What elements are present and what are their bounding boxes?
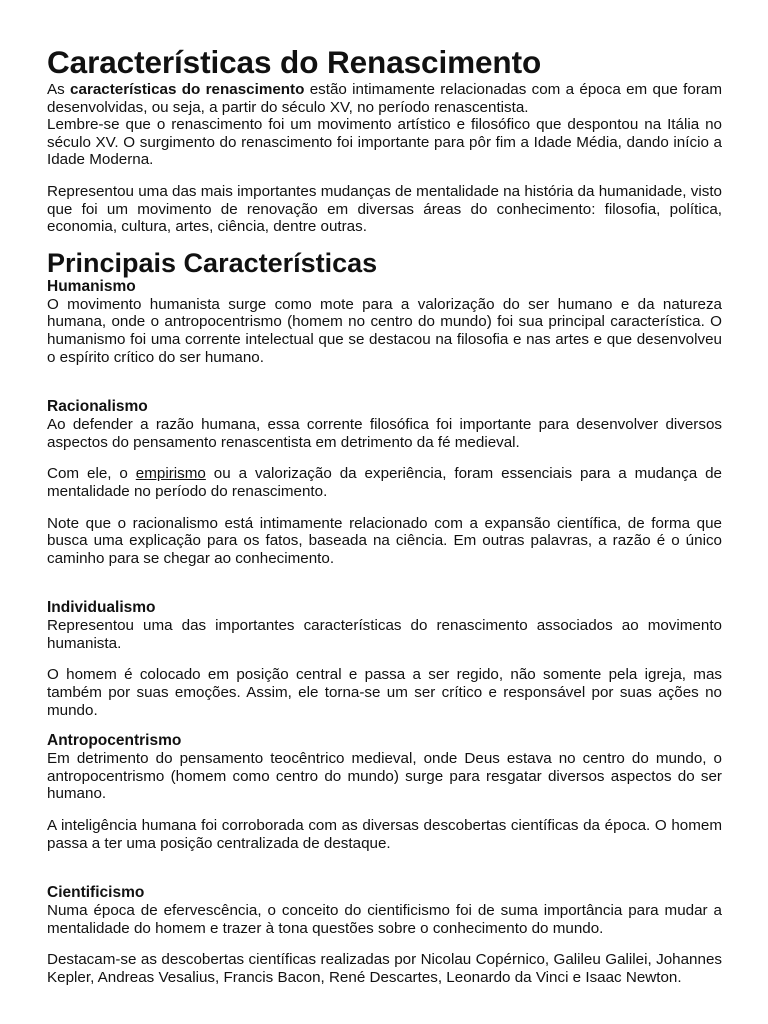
individualismo-paragraph-1: Representou uma das importantes características do renascimento associados ao movimento humanista. xyxy=(47,617,722,652)
section-heading-cientificismo: Cientificismo xyxy=(47,884,145,902)
racionalismo-p2-rest: ou a valorização da experiência, foram essenciais para a mudança de mentalidade no período do renascimento. xyxy=(47,465,722,500)
racionalismo-paragraph-3: Note que o racionalismo está intimamente relacionado com a expansão científica, de forma que busca uma explicação para os fatos, baseada na ciência. Em outras palavras, a razão é o único caminho para se chegar ao conhecimento. xyxy=(47,514,722,567)
intro-paragraph-2: Lembre-se que o renascimento foi um movimento artístico e filosófico que despontou na Itália no século XV. O surgimento do renascimento foi importante para pôr fim a Idade Média, dando início a Idade Moderna. xyxy=(47,116,722,169)
intro-prefix: As xyxy=(47,81,71,98)
document-page xyxy=(47,44,722,987)
page-title: Características do Renascimento xyxy=(47,44,542,80)
humanismo-paragraph-1: O movimento humanista surge como mote para a valorização do ser humano e da natureza humana, onde o antropocentrismo (homem no centro do mundo) foi sua principal característica. O humanismo foi uma corrente intelectual que se destacou na filosofia e nas artes e que desenvolveu o espírito crítico do ser humano. xyxy=(47,295,722,366)
section-heading-antropocentrismo: Antropocentrismo xyxy=(47,732,182,750)
section-heading-racionalismo: Racionalismo xyxy=(47,398,148,416)
cientificismo-paragraph-2: Destacam-se as descobertas científicas realizadas por Nicolau Copérnico, Galileu Galilei, Johannes Kepler, Andreas Vesalius, Francis Bacon, René Descartes, Leonardo da Vinci e Isaac Newton. xyxy=(47,951,722,986)
section-heading-individualismo: Individualismo xyxy=(47,599,156,617)
empirismo-link[interactable]: empirismo xyxy=(135,465,206,483)
main-heading: Principais Características xyxy=(47,247,378,278)
individualismo-paragraph-2: O homem é colocado em posição central e passa a ser regido, não somente pela igreja, mas também por suas emoções. Assim, ele torna-se um ser crítico e responsável por suas ações no mundo. xyxy=(47,666,722,719)
intro-bold-term: características do renascimento xyxy=(70,81,305,98)
racionalismo-paragraph-1: Ao defender a razão humana, essa corrente filosófica foi importante para desenvolver diversos aspectos do pensamento renascentista em detrimento da fé medieval. xyxy=(47,416,722,451)
racionalismo-p2-prefix: Com ele, o xyxy=(47,465,136,483)
racionalismo-paragraph-2 xyxy=(47,465,722,500)
intro-paragraph-3: Representou uma das mais importantes mudanças de mentalidade na história da humanidade, visto que foi um movimento de renovação em diversas áreas do conhecimento: filosofia, política, economia, cultura, artes, ciência, dentre outras. xyxy=(47,182,722,236)
intro-paragraph-1 xyxy=(47,81,722,116)
antropocentrismo-paragraph-2: A inteligência humana foi corroborada com as diversas descobertas científicas da época. O homem passa a ter uma posição centralizada de destaque. xyxy=(47,817,722,852)
cientificismo-paragraph-1: Numa época de efervescência, o conceito do cientificismo foi de suma importância para mudar a mentalidade do homem e trazer à tona questões sobre o conhecimento do mundo. xyxy=(47,902,722,937)
antropocentrismo-paragraph-1: Em detrimento do pensamento teocêntrico medieval, onde Deus estava no centro do mundo, o antropocentrismo (homem como centro do mundo) surge para resgatar diversos aspectos do ser humano. xyxy=(47,750,722,803)
section-heading-humanismo: Humanismo xyxy=(47,277,136,295)
intro-rest: estão intimamente relacionadas com a época em que foram desenvolvidas, ou seja, a partir do século XV, no período renascentista. xyxy=(47,81,722,116)
